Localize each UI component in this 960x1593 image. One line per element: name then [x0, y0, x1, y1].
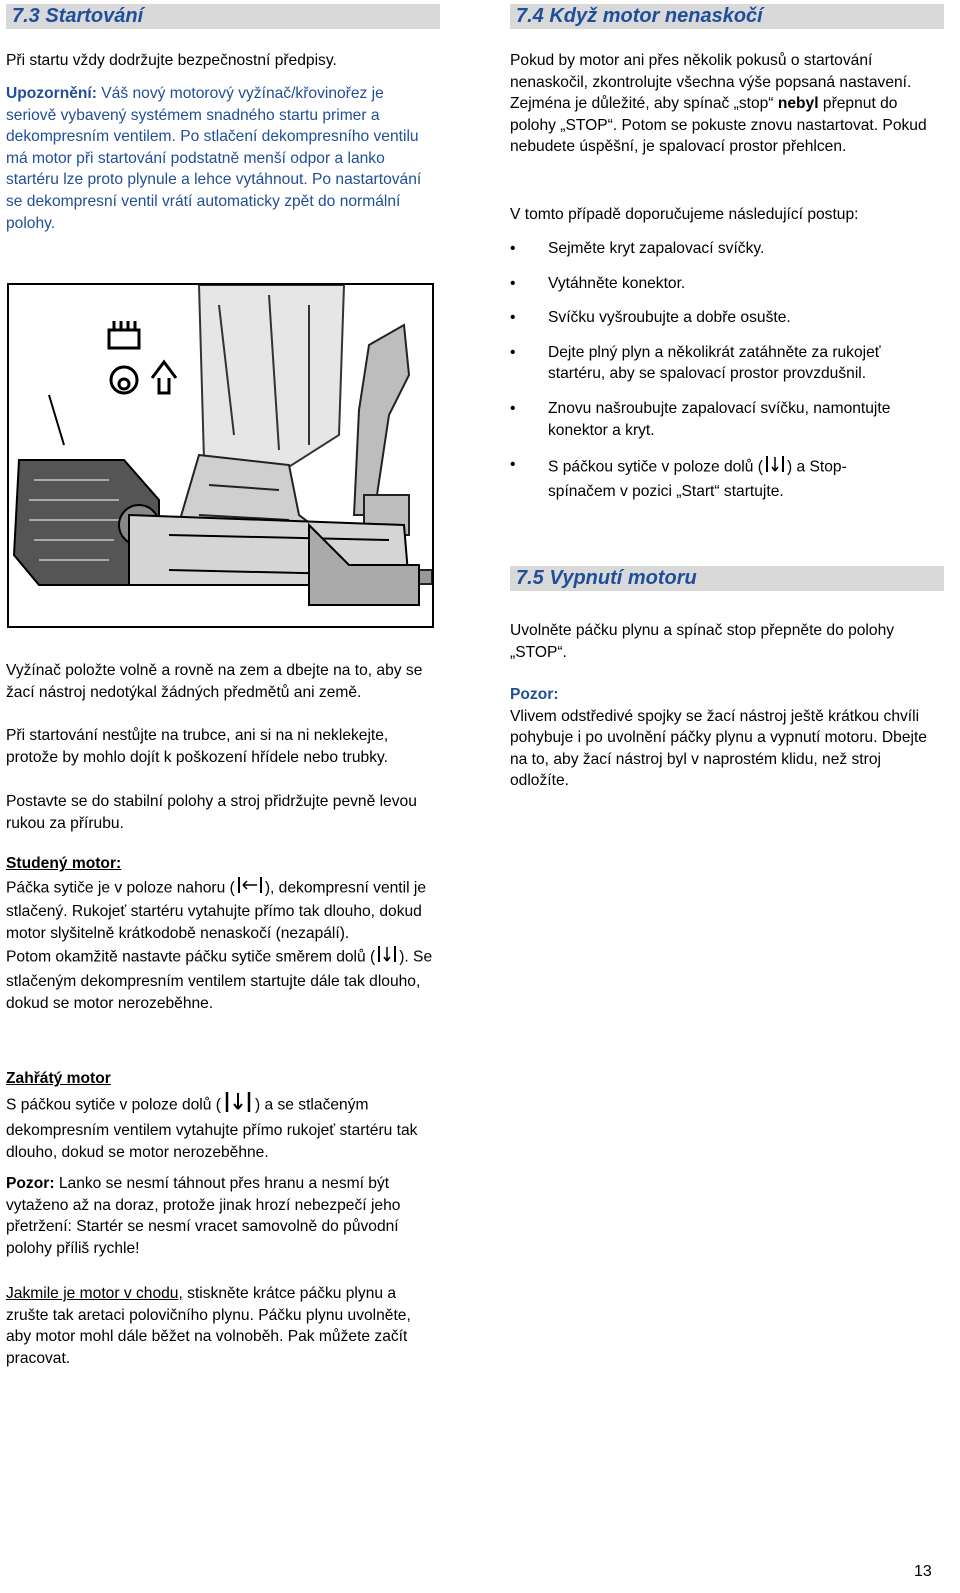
engine-off-caution-text: Vlivem odstředivé spojky se žací nástroj ještě krátkou chvíli pohybuje i po uvolnění páčky plynu a vypnutí motoru. Dbejte na to, aby žací nástroj byl v naprostém klidu, než stroj odložíte. [510, 707, 927, 790]
cold-engine-text-2: Potom okamžitě nastavte páčku sytiče směrem dolů ( ). Se stlačeným dekompresním ventilem startujte dále tak dlouho, dokud se motor nerozeběhne. [6, 944, 436, 1014]
warning-text-2: Po stlačení dekompresního ventilu má motor při startování podstatně menší odpor a lanko startéru lze proto plynule a lehce vytáhnout. [6, 128, 419, 189]
choke-down-icon [221, 1090, 255, 1121]
procedure-list [510, 238, 910, 502]
warning-text-1: Váš nový motorový vyžínač/křovinořez je seriově vybavený systémem snadného startu primer a dekompresním ventilem. [6, 85, 384, 146]
warm-engine-block [6, 1068, 441, 1163]
list-item: • Sejměte kryt zapalovací svíčky. [510, 240, 765, 257]
starting-illustration [9, 285, 432, 626]
warning-paragraph [6, 83, 436, 234]
section-heading-7-3: 7.3 Startování [6, 4, 440, 29]
procedure-intro: V tomto případě doporučujeme následující postup: [510, 206, 859, 223]
warning-text-3: Po nastartování se dekompresní ventil vrátí automaticky zpět do normální polohy. [6, 171, 422, 232]
running-paragraph: Jakmile je motor v chodu, stiskněte krátce páčku plynu a zrušte tak aretaci polovičního plynu. Páčku plynu uvolněte, aby motor mohl dále běžet na volnoběh. Pak můžete začít pracovat. [6, 1285, 411, 1367]
primer-icon [109, 321, 139, 393]
section-heading-7-5: 7.5 Vypnutí motoru [510, 566, 944, 591]
list-item: • Svíčku vyšroubujte a dobře osušte. [510, 309, 791, 327]
rope-caution: Pozor: Lanko se nesmí táhnout přes hranu a nesmí být vytaženo až na doraz, protože jinak hrozí nebezpečí jeho přetržení: Startér se nesmí vracet samovolně do původní polohy příliš rychle! [6, 1175, 401, 1257]
choke-down-icon [375, 944, 399, 971]
list-item: • Vytáhněte konektor. [510, 274, 686, 292]
caution-label: Pozor: [6, 1175, 55, 1192]
safety-note: Při startu vždy dodržujte bezpečnostní předpisy. [6, 52, 337, 69]
list-item: • Dejte plný plyn a několikrát zatáhněte za rukojeť startéru, aby se spalovací prostor provzdušnil. [510, 343, 881, 383]
list-item: • Znovu našroubujte zapalovací svíčku, namontujte konektor a kryt. [510, 399, 891, 439]
warm-engine-text: S páčkou sytiče v poloze dolů ( ) a se stlačeným dekompresním ventilem vytahujte přímo rukojeť startéru tak dlouho, dokud se motor nerozeběhne. [6, 1090, 441, 1164]
starter-rope [49, 395, 64, 445]
tube-paragraph: Při startování nestůjte na trubce, ani si na ni neklekejte, protože by mohlo dojít k poškození hřídele nebo trubky. [6, 727, 389, 766]
list-item: • S páčkou sytiče v poloze dolů ( ) a Stop-spínačem v pozici „Start“ startujte. [510, 456, 847, 500]
trimmer-shaft [129, 515, 419, 605]
not-starting-paragraph: Pokud by motor ani přes několik pokusů o startování nenaskočil, zkontrolujte všechna výše popsaná nastavení. Zejména je důležité, aby spínač „stop“ nebyl přepnut do polohy „STOP“. Potom se pokuste znovu nastartovat. Pokud nebudete úspěšní, je spalovací prostor přehlcen. [510, 52, 927, 156]
warning-label: Upozornění: [6, 85, 97, 102]
cold-engine-text-1: Páčka sytiče je v poloze nahoru ( ), dekompresní ventil je stlačený. Rukojeť startéru vytahujte přímo tak dlouho, dokud motor slyšitelně krátkodobě nenaskočí (nezapálí). [6, 875, 436, 945]
figure-12 [7, 283, 434, 628]
warm-engine-title: Zahřátý motor [6, 1070, 111, 1087]
engine-off-paragraph: Uvolněte páčku plynu a spínač stop přepněte do polohy „STOP“. [510, 622, 895, 661]
operator-leg [199, 285, 344, 470]
engine-off-caution [510, 684, 940, 792]
cold-engine-title: Studený motor: [6, 855, 122, 872]
running-underlined: Jakmile je motor v chodu, [6, 1285, 183, 1302]
page-number: 13 [914, 1563, 932, 1580]
choke-up-icon [235, 875, 265, 902]
section-heading-7-4: 7.4 Když motor nenaskočí [510, 4, 944, 29]
up-arrow-icon [152, 362, 176, 393]
cold-engine-block [6, 853, 436, 1014]
engine-off-caution-label: Pozor: [510, 686, 559, 703]
not-emphasis: nebyl [777, 95, 819, 113]
placement-paragraph: Vyžínač položte volně a rovně na zem a dbejte na to, aby se žací nástroj nedotýkal žádných předmětů ani země. [6, 662, 423, 701]
stance-paragraph: Postavte se do stabilní polohy a stroj přidržujte pevně levou rukou za přírubu. [6, 793, 417, 832]
choke-down-icon [763, 454, 787, 481]
